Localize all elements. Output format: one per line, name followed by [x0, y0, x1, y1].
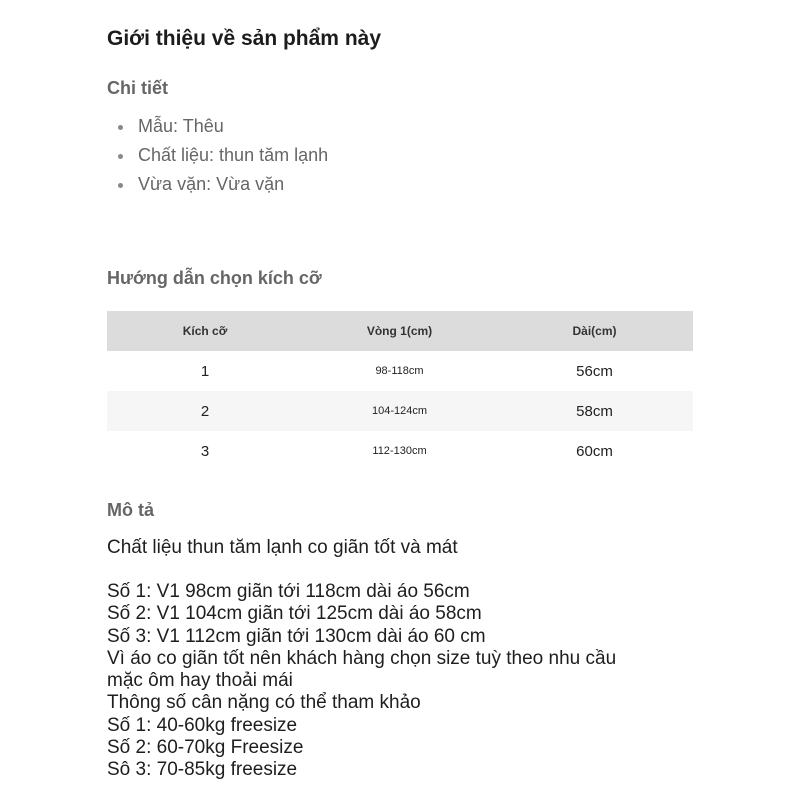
table-row: [107, 431, 693, 471]
description-intro: Chất liệu thun tăm lạnh co giãn tốt và mát: [107, 537, 458, 558]
description-line: Vì áo co giãn tốt nên khách hàng chọn size tuỳ theo nhu cầu: [107, 647, 617, 669]
description-body: [107, 581, 616, 782]
list-item: Vừa vặn: Vừa vặn: [107, 170, 328, 199]
table-row: [107, 391, 693, 431]
column-header-chest: Vòng 1(cm): [303, 311, 496, 351]
description-heading: Mô tả: [107, 500, 154, 520]
table-row: [107, 351, 693, 391]
size-guide-heading: Hướng dẫn chọn kích cỡ: [107, 268, 322, 288]
description-line: Số 2: V1 104cm giãn tới 125cm dài áo 58cm: [107, 603, 482, 625]
list-item: Chất liệu: thun tăm lạnh: [107, 141, 328, 170]
table-cell: 56cm: [576, 362, 613, 380]
column-header-size: Kích cỡ: [107, 311, 303, 351]
table-cell: 2: [107, 391, 303, 431]
description-line: Sô 3: 70-85kg freesize: [107, 759, 298, 781]
table-cell: 58cm: [496, 391, 693, 431]
description-line: Số 1: 40-60kg freesize: [107, 714, 298, 736]
table-cell: 1: [200, 362, 210, 380]
details-list: [107, 112, 328, 199]
table-cell: 3: [200, 442, 210, 460]
table-cell: 112-130cm: [372, 445, 427, 457]
details-heading: Chi tiết: [107, 78, 168, 98]
table-cell: 60cm: [576, 442, 613, 460]
description-line: Số 2: 60-70kg Freesize: [107, 737, 304, 759]
size-table: [107, 311, 693, 471]
list-item: Mẫu: Thêu: [107, 112, 328, 141]
description-line: Số 3: V1 112cm giãn tới 130cm dài áo 60 cm: [107, 625, 486, 647]
description-line: Thông số cân nặng có thể tham khảo: [107, 692, 421, 714]
table-header-row: [107, 311, 693, 351]
page-title: Giới thiệu về sản phẩm này: [107, 27, 382, 50]
table-cell: 104-124cm: [303, 391, 496, 431]
description-line: mặc ôm hay thoải mái: [107, 670, 293, 692]
column-header-length: Dài(cm): [496, 311, 693, 351]
description-line: Số 1: V1 98cm giãn tới 118cm dài áo 56cm: [107, 581, 470, 602]
table-cell: 98-118cm: [375, 365, 424, 377]
